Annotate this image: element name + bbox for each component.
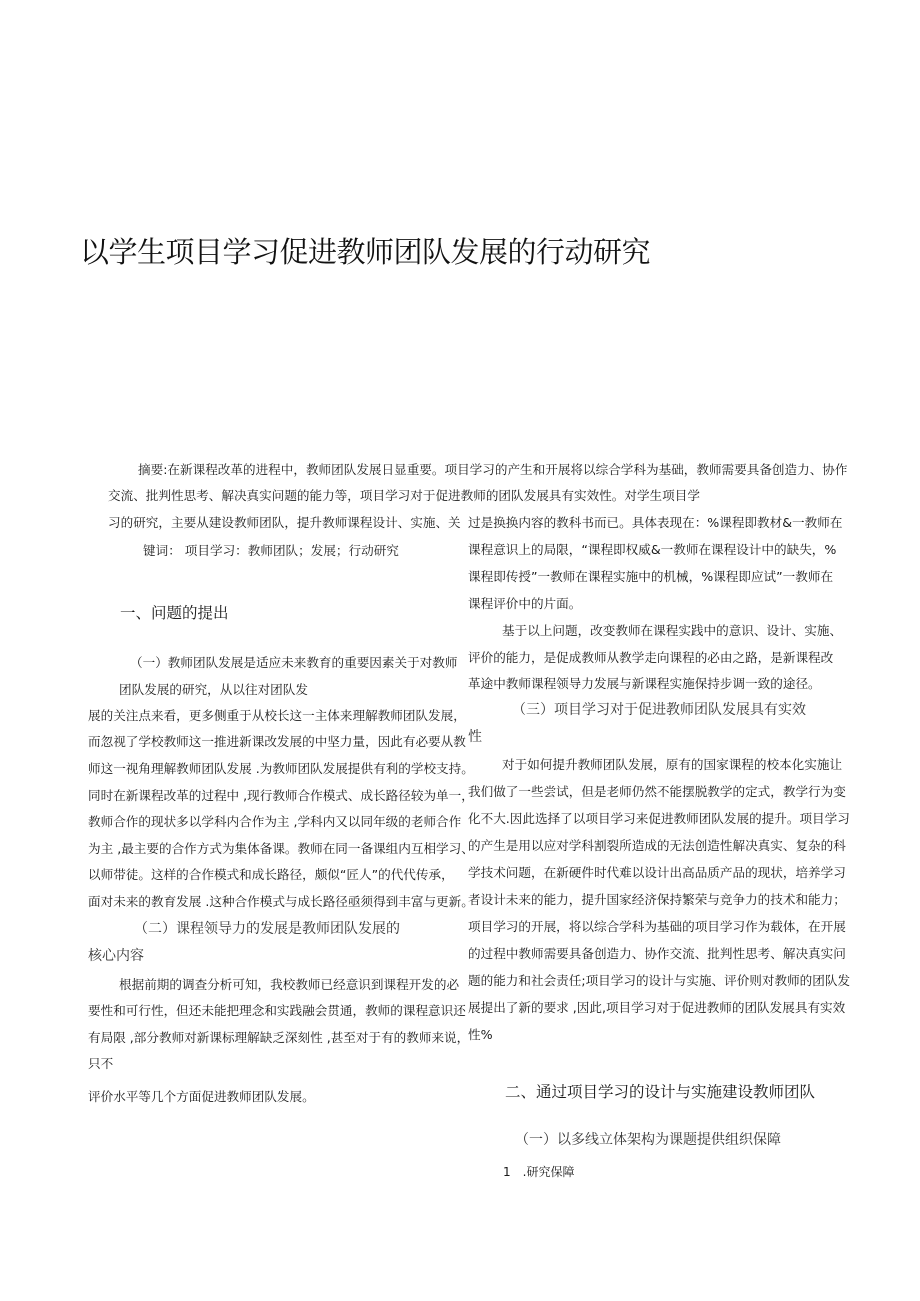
list-item-1: 1 .研究保障 — [503, 1165, 575, 1179]
right-paragraph-line: 题的能力和社会责任;项目学习的设计与实施、评价则对教师的团队发 — [468, 973, 851, 988]
subsection-3-heading: （三）项目学习对于促进教师团队发展具有实效 — [512, 702, 806, 718]
subsection-1-continuation: 团队发展的研究，从以往对团队发 — [119, 682, 308, 697]
subsection-2-continuation: 核心内容 — [88, 948, 144, 964]
left-paragraph-line: 有局限 ,部分教师对新课标理解缺乏深刻性 ,甚至对于有的教师来说， — [88, 1030, 470, 1045]
left-paragraph-line: 展的关注点来看，更多侧重于从校长这一主体来理解教师团队发展， — [88, 708, 466, 723]
right-paragraph-line: 课程意识上的局限，“课程即权威&一教师在课程设计中的缺失，% — [468, 542, 837, 557]
left-paragraph-line: 要性和可行性，但还未能把理念和实践融会贯通，教师的课程意识还 — [88, 1003, 466, 1018]
right-paragraph-line: 性% — [468, 1027, 493, 1042]
right-paragraph-line: 基于以上问题，改变教师在课程实践中的意识、设计、实施、 — [502, 623, 843, 638]
right-paragraph-line: 学技术问题，在新硬件时代难以设计出高品质产品的现状，培养学习 — [468, 865, 846, 880]
right-paragraph-line: 我们做了一些尝试，但是老师仍然不能摆脱教学的定式，教学行为变 — [468, 784, 846, 799]
right-paragraph-line: 者设计未来的能力，提升国家经济保持繁荣与竞争力的技术和能力； — [468, 892, 846, 907]
right-paragraph-line: 的过程中教师需要具备创造力、协作交流、批判性思考、解决真实问 — [468, 946, 846, 961]
right-paragraph-line: 课程评价中的片面。 — [468, 596, 582, 611]
right-paragraph-line: 评价的能力，是促成教师从教学走向课程的必由之路，是新课程改 — [468, 650, 834, 665]
section-2-heading: 二、通过项目学习的设计与实施建设教师团队 — [505, 1083, 816, 1101]
right-paragraph-line: 过是换换内容的教科书而已。具体表现在：%课程即教材&一教师在 — [468, 515, 843, 530]
paper-title: 以学生项目学习促进教师团队发展的行动研究 — [80, 235, 651, 269]
left-paragraph-line: 根据前期的调查分析可知，我校教师已经意识到课程开发的必 — [119, 977, 460, 992]
subsection-1-heading: （一）教师团队发展是适应未来教育的重要因素关于对教师 — [130, 655, 458, 670]
right-paragraph-line: 展提出了新的要求 ,因此,项目学习对于促进教师的团队发展具有实效 — [468, 1000, 846, 1015]
right-paragraph-line: 革途中教师课程领导力发展与新课程实施保持步调一致的途径。 — [468, 676, 821, 691]
left-paragraph-line: 教师合作的现状多以学科内合作为主 ,学科内又以同年级的老师合作 — [88, 814, 462, 829]
left-tail-line: 评价水平等几个方面促进教师团队发展。 — [88, 1089, 315, 1104]
subsection-2-heading: （二）课程领导力的发展是教师团队发展的 — [134, 921, 400, 937]
right-paragraph-line: 课程即传授”一教师在课程实施中的机械，%课程即应试”一教师在 — [468, 569, 834, 584]
abstract-line-2: 交流、批判性思考、解决真实问题的能力等，项目学习对于促进教师的团队发展具有实效性。对学生项目学 — [108, 488, 700, 503]
abstract-line-1: 摘要:在新课程改革的进程中，教师团队发展日显重要。项目学习的产生和开展将以综合学科为基础，教师需要具备创造力、协作 — [138, 462, 848, 477]
abstract-line-3: 习的研究，主要从建设教师团队，提升教师课程设计、实施、关 — [108, 515, 461, 530]
left-paragraph-line: 只不 — [88, 1056, 114, 1071]
left-paragraph-line: 为主 ,最主要的合作方式为集体备课。教师在同一备课组内互相学习、 — [88, 841, 474, 856]
keywords: 键词： 项目学习：教师团队；发展；行动研究 — [143, 543, 399, 558]
right-paragraph-line: 的产生是用以应对学科割裂所造成的无法创造性解决真实、复杂的科 — [468, 838, 846, 853]
left-paragraph-line: 同时在新课程改革的过程中 ,现行教师合作模式、成长路径较为单一， — [88, 788, 474, 803]
left-paragraph-line: 而忽视了学校教师这一推进新课改发展的中坚力量，因此有必要从教 — [88, 734, 466, 749]
subsection-4-heading: （一）以多线立体架构为课题提供组织保障 — [515, 1132, 781, 1148]
section-1-heading: 一、问题的提出 — [120, 604, 229, 622]
left-paragraph-line: 师这一视角理解教师团队发展 .为教师团队发展提供有利的学校支持。 — [88, 761, 474, 776]
subsection-3-continuation: 性 — [468, 729, 482, 745]
right-paragraph-line: 化不大.因此选择了以项目学习来促进教师团队发展的提升。项目学习 — [468, 811, 850, 826]
right-paragraph-line: 对于如何提升教师团队发展，原有的国家课程的校本化实施让 — [502, 757, 843, 772]
left-paragraph-line: 面对未来的教育发展 .这种合作模式与成长路径亟须得到丰富与更新。 — [88, 894, 474, 909]
left-paragraph-line: 以师带徒。这样的合作模式和成长路径，颇似“匠人”的代代传承， — [88, 867, 454, 882]
right-paragraph-line: 项目学习的开展，将以综合学科为基础的项目学习作为载体，在开展 — [468, 919, 846, 934]
